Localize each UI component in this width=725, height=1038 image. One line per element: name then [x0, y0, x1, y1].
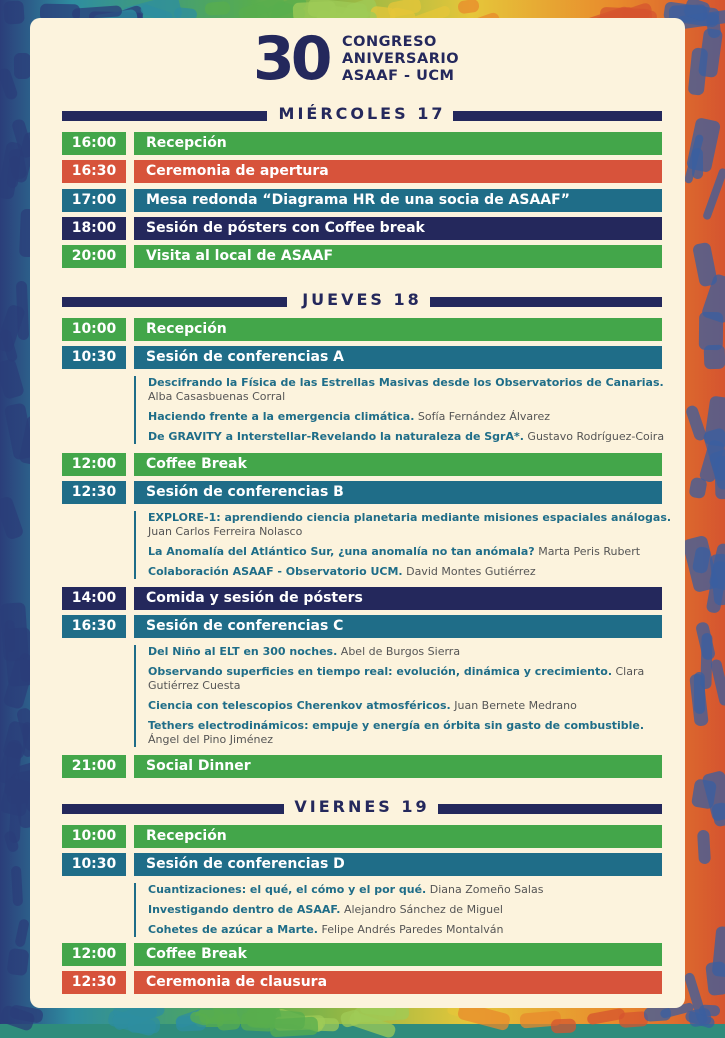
talk-item	[148, 410, 674, 424]
row-time: 16:30	[62, 160, 126, 183]
day-header	[62, 106, 662, 124]
talk-title: La Anomalía del Atlántico Sur, ¿una anomalía no tan anómala?	[148, 545, 535, 558]
row-time: 14:00	[62, 587, 126, 610]
talk-author: Juan Bernete Medrano	[454, 699, 577, 712]
row-time: 10:30	[62, 853, 126, 876]
day-header	[62, 799, 662, 817]
frame-patch	[695, 621, 716, 661]
row-event: Sesión de conferencias B	[134, 481, 662, 504]
talk-list	[134, 883, 674, 937]
talk-item	[148, 883, 674, 897]
row-time: 10:00	[62, 825, 126, 848]
day-title: MIÉRCOLES 17	[271, 104, 454, 123]
schedule-row	[62, 189, 662, 212]
schedule-row	[62, 132, 662, 155]
frame-patch	[11, 865, 23, 905]
schedule-row	[62, 825, 662, 848]
schedule-row	[62, 755, 662, 778]
day-title: JUEVES 18	[294, 290, 430, 309]
row-time: 17:00	[62, 189, 126, 212]
row-event: Sesión de conferencias D	[134, 853, 662, 876]
talk-author: Marta Peris Rubert	[538, 545, 641, 558]
talk-item	[148, 923, 674, 937]
talk-title: Tethers electrodinámicos: empuje y energía en órbita sin gasto de combustible.	[148, 719, 645, 732]
title-line-1: CONGRESO	[342, 34, 437, 50]
talk-list	[134, 376, 674, 444]
talk-title: Haciendo frente a la emergencia climática.	[148, 410, 415, 423]
anniversary-logo	[253, 24, 333, 94]
frame-patch	[6, 156, 20, 189]
frame-patch	[0, 358, 25, 400]
frame-patch	[686, 117, 721, 173]
row-event: Recepción	[134, 318, 662, 341]
talk-author: Sofía Fernández Álvarez	[417, 410, 550, 423]
talk-list	[134, 511, 674, 579]
row-event: Social Dinner	[134, 755, 662, 778]
schedule-row	[62, 160, 662, 183]
schedule-row	[62, 853, 662, 876]
frame-patch	[240, 1012, 274, 1032]
talk-title: Observando superficies en tiempo real: evolución, dinámica y crecimiento.	[148, 665, 612, 678]
frame-patch	[644, 1007, 672, 1023]
row-time: 20:00	[62, 245, 126, 268]
frame-patch	[703, 345, 724, 369]
row-time: 16:00	[62, 132, 126, 155]
talk-author: Juan Carlos Ferreira Nolasco	[148, 525, 303, 538]
talk-item	[148, 511, 674, 539]
row-time: 21:00	[62, 755, 126, 778]
frame-patch	[704, 395, 725, 447]
talk-title: Colaboración ASAAF - Observatorio UCM.	[148, 565, 403, 578]
talk-item	[148, 376, 674, 404]
talk-author: Alejandro Sánchez de Miguel	[343, 903, 503, 916]
row-time: 12:30	[62, 971, 126, 994]
talk-item	[148, 430, 674, 444]
congress-title	[342, 34, 459, 85]
talk-item	[148, 719, 674, 747]
row-event: Ceremonia de clausura	[134, 971, 662, 994]
talk-item	[148, 699, 674, 713]
schedule-row	[62, 217, 662, 240]
schedule-row	[62, 453, 662, 476]
talk-author: Gustavo Rodríguez-Coira	[527, 430, 665, 443]
frame-patch	[6, 948, 29, 976]
row-time: 18:00	[62, 217, 126, 240]
day-header	[62, 292, 662, 310]
talk-item	[148, 645, 674, 659]
title-line-3: ASAAF - UCM	[342, 68, 455, 84]
row-event: Comida y sesión de pósters	[134, 587, 662, 610]
row-event: Coffee Break	[134, 943, 662, 966]
talk-list	[134, 645, 674, 747]
title-line-2: ANIVERSARIO	[342, 51, 460, 67]
frame-patch	[705, 961, 725, 996]
frame-patch	[703, 167, 725, 220]
row-event: Recepción	[134, 132, 662, 155]
frame-patch	[270, 1016, 319, 1037]
logo-number: 30	[253, 24, 329, 94]
header	[0, 0, 725, 100]
row-time: 12:00	[62, 453, 126, 476]
talk-author: Clara Gutiérrez Cuesta	[148, 665, 645, 692]
schedule-row	[62, 245, 662, 268]
talk-author: Abel de Burgos Sierra	[340, 645, 461, 658]
row-event: Recepción	[134, 825, 662, 848]
talk-item	[148, 545, 674, 559]
frame-patch	[697, 830, 710, 864]
frame-patch	[0, 495, 24, 540]
frame-patch	[14, 918, 30, 948]
row-event: Mesa redonda “Diagrama HR de una socia de ASAAF”	[134, 189, 662, 212]
row-event: Coffee Break	[134, 453, 662, 476]
talk-title: EXPLORE-1: aprendiendo ciencia planetaria mediante misiones espaciales análogas.	[148, 511, 672, 524]
schedule-row	[62, 318, 662, 341]
talk-title: Cuantizaciones: el qué, el cómo y el por qué.	[148, 883, 427, 896]
talk-title: Investigando dentro de ASAAF.	[148, 903, 341, 916]
talk-title: Ciencia con telescopios Cherenkov atmosféricos.	[148, 699, 451, 712]
schedule-row	[62, 615, 662, 638]
day-title: VIERNES 19	[286, 797, 437, 816]
schedule-row	[62, 346, 662, 369]
talk-author: Felipe Andrés Paredes Montalván	[321, 923, 504, 936]
frame-patch	[551, 1018, 576, 1033]
schedule-row	[62, 971, 662, 994]
row-time: 12:30	[62, 481, 126, 504]
frame-patch	[128, 1016, 160, 1033]
row-time: 10:00	[62, 318, 126, 341]
talk-author: Alba Casasbuenas Corral	[148, 390, 286, 403]
row-event: Sesión de conferencias C	[134, 615, 662, 638]
row-event: Visita al local de ASAAF	[134, 245, 662, 268]
row-time: 12:00	[62, 943, 126, 966]
talk-author: Ángel del Pino Jiménez	[148, 733, 274, 746]
talk-item	[148, 565, 674, 579]
talk-title: Descifrando la Física de las Estrellas Masivas desde los Observatorios de Canarias.	[148, 376, 664, 389]
row-time: 10:30	[62, 346, 126, 369]
row-event: Sesión de conferencias A	[134, 346, 662, 369]
talk-item	[148, 665, 674, 693]
talk-title: Del Niño al ELT en 300 noches.	[148, 645, 338, 658]
talk-author: David Montes Gutiérrez	[406, 565, 536, 578]
row-event: Sesión de pósters con Coffee break	[134, 217, 662, 240]
talk-title: Cohetes de azúcar a Marte.	[148, 923, 318, 936]
talk-item	[148, 903, 674, 917]
schedule-row	[62, 481, 662, 504]
row-event: Ceremonia de apertura	[134, 160, 662, 183]
schedule-row	[62, 587, 662, 610]
talk-author: Diana Zomeño Salas	[429, 883, 544, 896]
schedule-row	[62, 943, 662, 966]
row-time: 16:30	[62, 615, 126, 638]
talk-title: De GRAVITY a Interstellar-Revelando la naturaleza de SgrA*.	[148, 430, 524, 443]
